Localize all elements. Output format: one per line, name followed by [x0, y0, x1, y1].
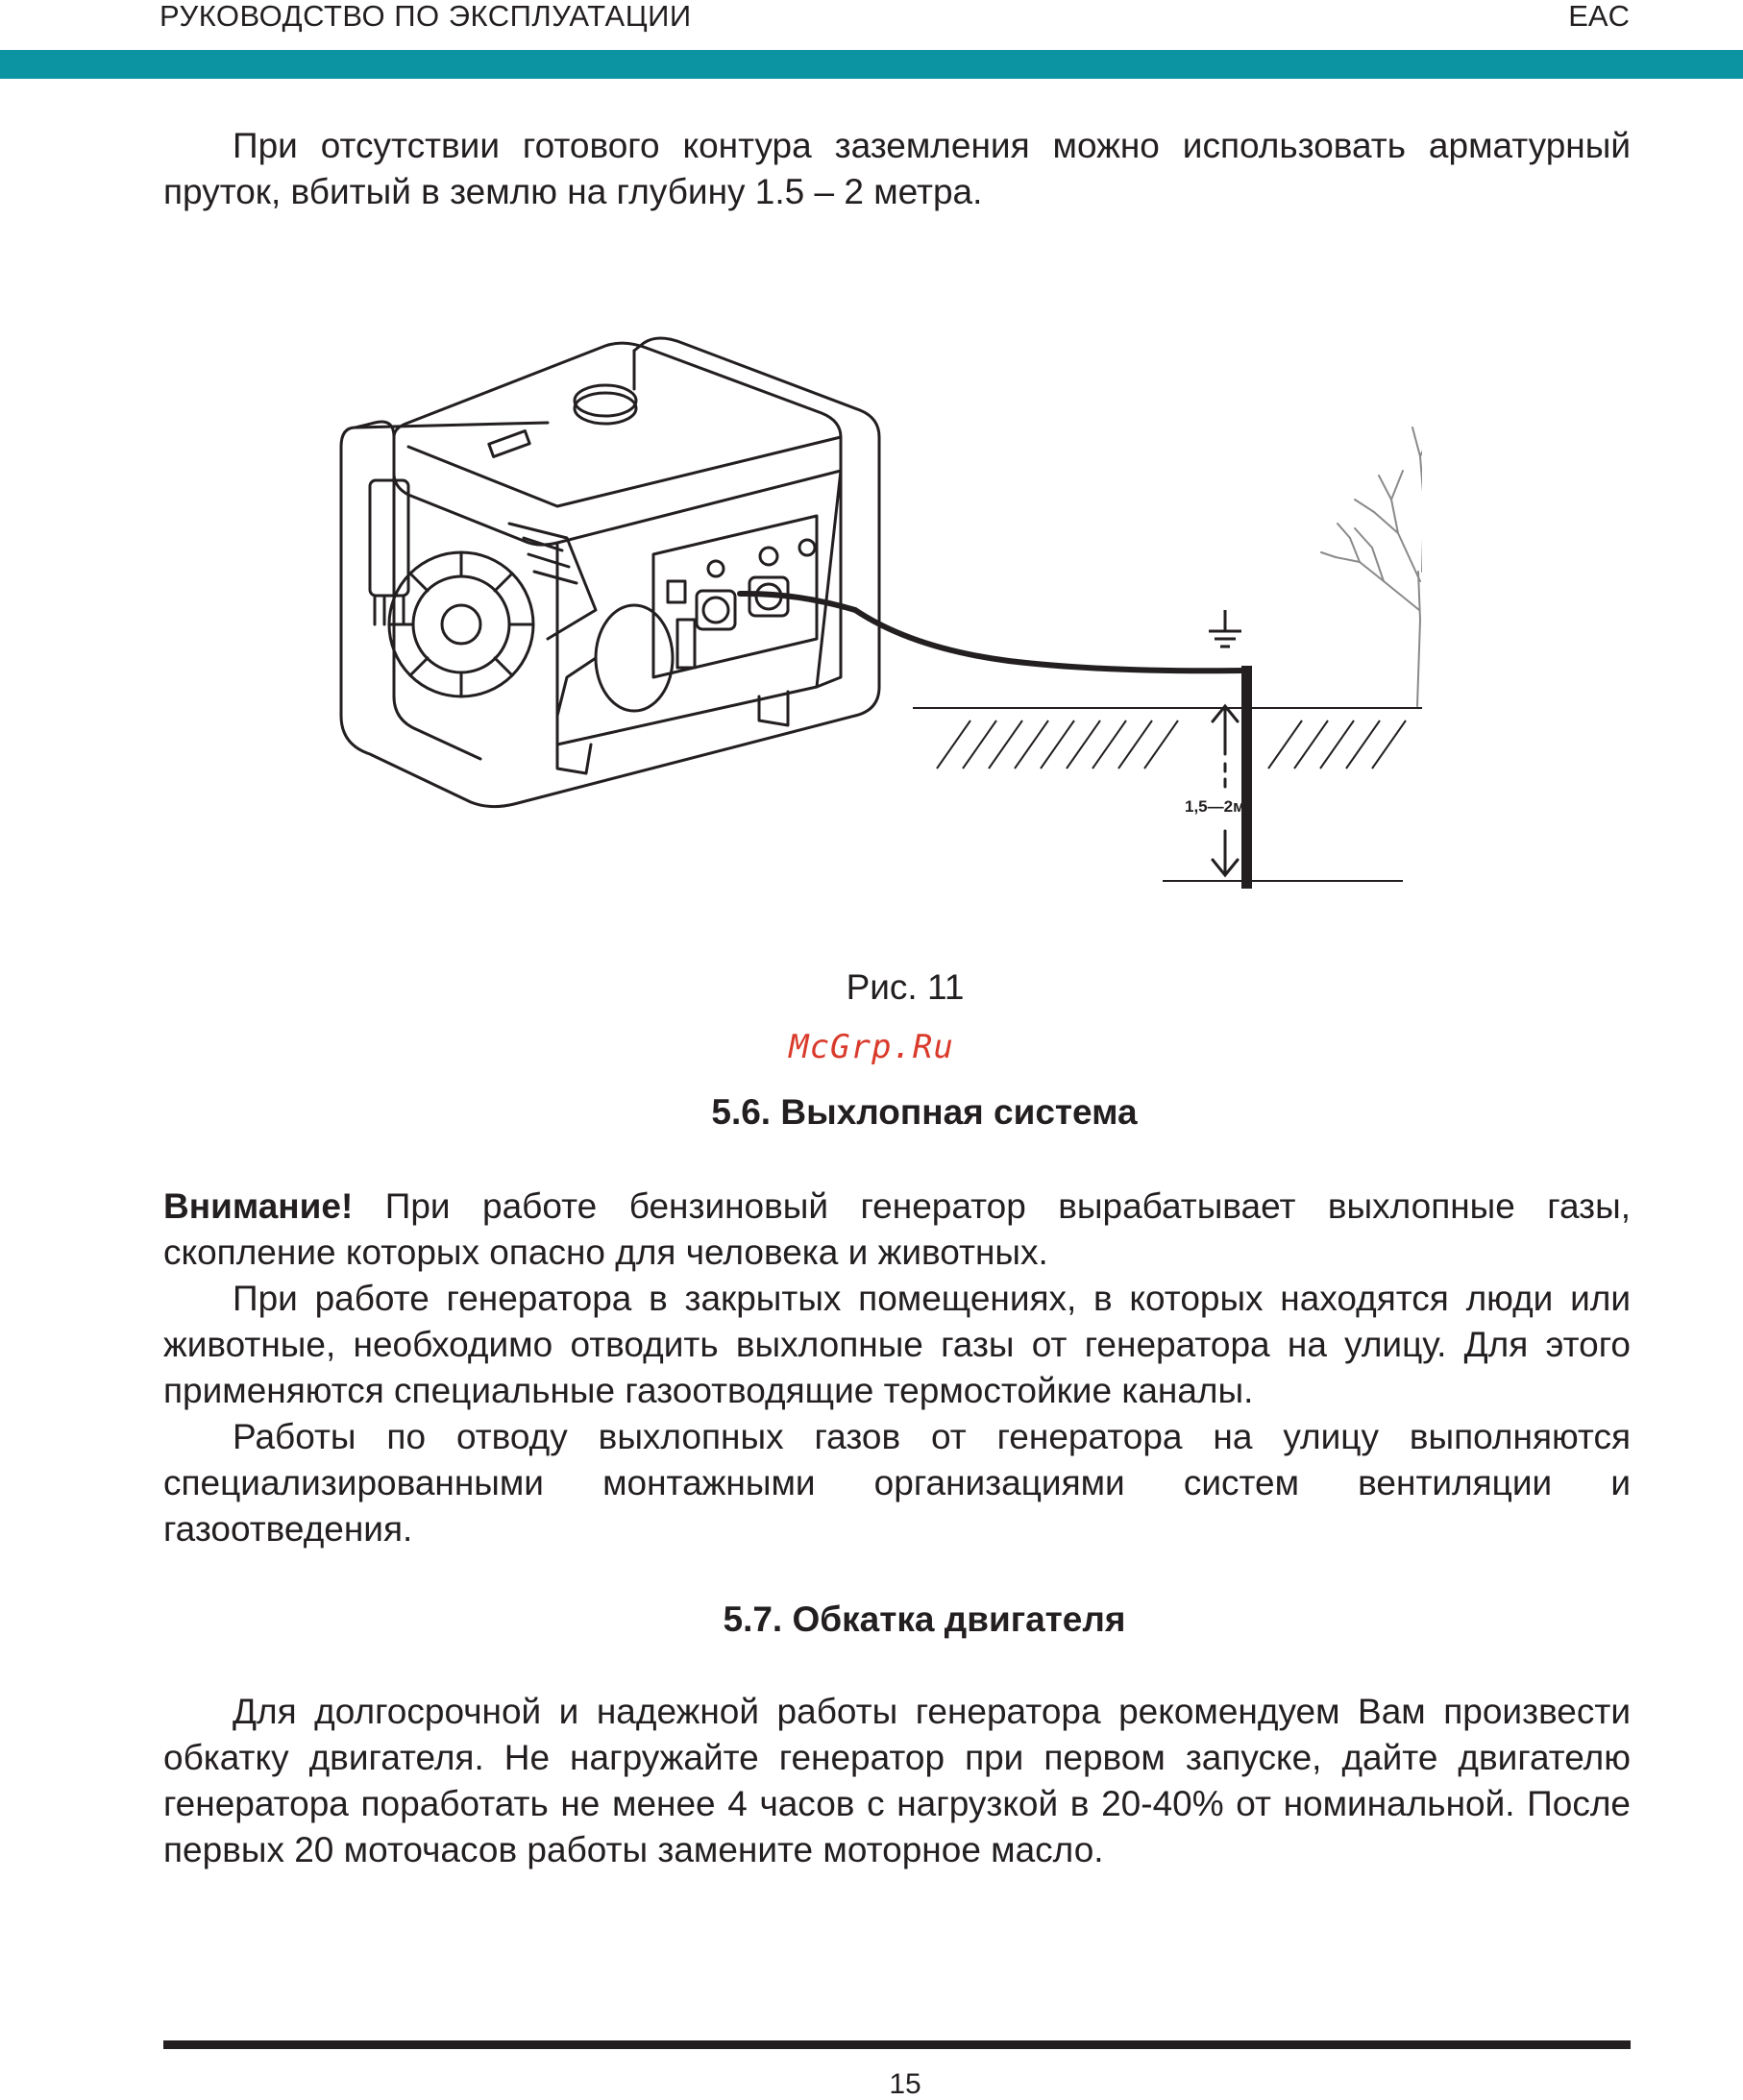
ground-rod	[1241, 666, 1252, 889]
generator-illustration	[341, 338, 879, 807]
exhaust-paragraph-3: Работы по отводу выхлопных газов от генератора на улицу выполняются специализированными монтажными организациями систем вентиляции и газоотведения.	[163, 1417, 1631, 1549]
break-in-paragraph: Для долгосрочной и надежной работы генератора рекомендуем Вам произвести обкатку двигателя. Не нагружайте генератор при первом запуске, дайте двигателю генератора поработать не менее 4 часов с нагрузкой в 20-40% от номинальной. После первых 20 моточасов работы замените моторное масло.	[163, 1692, 1631, 1869]
header-title: РУКОВОДСТВО ПО ЭКСПЛУАТАЦИИ	[160, 0, 692, 33]
warning-text: При работе бензиновый генератор вырабатывает выхлопные газы, скопление которых опасно для человека и животных.	[163, 1186, 1631, 1272]
warning-label: Внимание!	[163, 1186, 354, 1226]
depth-arrow	[1213, 706, 1238, 875]
figure-caption: Рис. 11	[846, 967, 965, 1007]
header-accent-bar	[0, 50, 1743, 79]
watermark: McGrp.Ru	[789, 1028, 954, 1066]
section-5-7-heading: 5.7. Обкатка двигателя	[723, 1599, 1126, 1639]
exhaust-paragraph-2: При работе генератора в закрытых помещениях, в которых находятся люди или животные, необходимо отводить выхлопные газы от генератора на улицу. Для этого применяются специальные газоотводящие термостойкие каналы.	[163, 1279, 1631, 1410]
eac-mark: EAC	[1568, 0, 1630, 33]
generator-grounding-diagram	[317, 293, 1422, 908]
grounding-figure	[317, 293, 1422, 908]
page-number: 15	[889, 2068, 921, 2100]
tree-illustration	[1321, 427, 1422, 706]
section-5-6-heading: 5.6. Выхлопная система	[711, 1092, 1138, 1132]
depth-label: 1,5—2м	[1185, 797, 1245, 816]
ground-surface	[913, 708, 1422, 881]
footer-rule	[163, 2040, 1631, 2049]
ground-symbol-icon	[1209, 610, 1241, 647]
warning-paragraph	[163, 1184, 1631, 1276]
intro-paragraph: При отсутствии готового контура заземления можно использовать арматурный пруток, вбитый в землю на глубину 1.5 – 2 метра.	[163, 126, 1631, 211]
